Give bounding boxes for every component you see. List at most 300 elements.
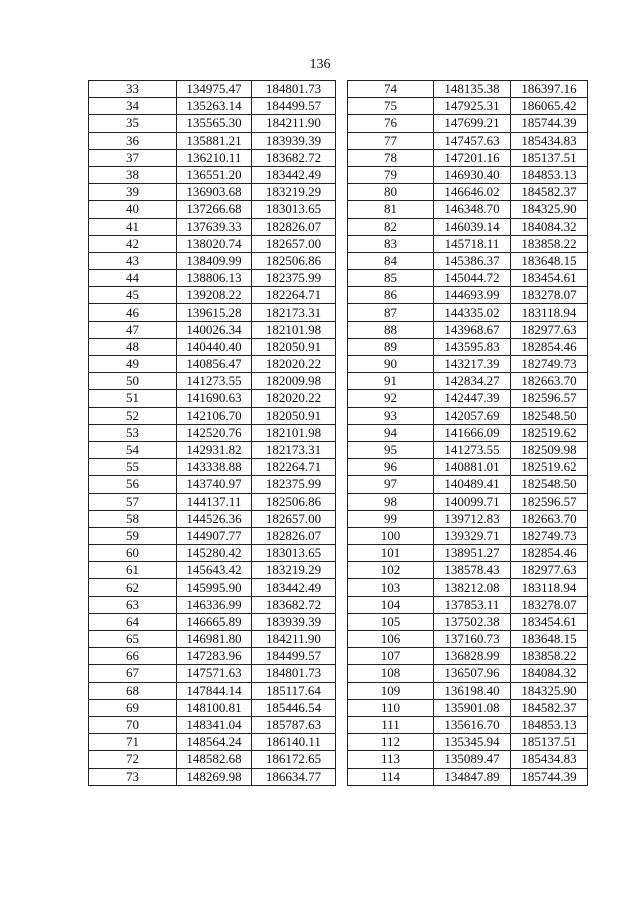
y-coordinate-cell: 183939.39 xyxy=(252,132,336,149)
point-number-cell: 60 xyxy=(89,545,177,562)
table-row xyxy=(89,390,336,407)
y-coordinate-cell: 182101.98 xyxy=(252,424,336,441)
y-coordinate-cell: 184582.37 xyxy=(511,699,588,716)
x-coordinate-cell: 143217.39 xyxy=(434,356,511,373)
x-coordinate-cell: 142447.39 xyxy=(434,390,511,407)
point-number-cell: 105 xyxy=(348,613,434,630)
point-number-cell: 67 xyxy=(89,665,177,682)
table-row xyxy=(348,98,588,115)
x-coordinate-cell: 138806.13 xyxy=(177,270,252,287)
table-row xyxy=(89,321,336,338)
y-coordinate-cell: 183013.65 xyxy=(252,201,336,218)
y-coordinate-cell: 183118.94 xyxy=(511,304,588,321)
table-row xyxy=(348,321,588,338)
y-coordinate-cell: 184801.73 xyxy=(252,665,336,682)
table-row xyxy=(89,699,336,716)
x-coordinate-cell: 143740.97 xyxy=(177,476,252,493)
x-coordinate-cell: 140026.34 xyxy=(177,321,252,338)
table-row xyxy=(348,270,588,287)
point-number-cell: 87 xyxy=(348,304,434,321)
point-number-cell: 94 xyxy=(348,424,434,441)
point-number-cell: 97 xyxy=(348,476,434,493)
x-coordinate-cell: 141666.09 xyxy=(434,424,511,441)
y-coordinate-cell: 183454.61 xyxy=(511,270,588,287)
x-coordinate-cell: 135345.94 xyxy=(434,734,511,751)
x-coordinate-cell: 142834.27 xyxy=(434,373,511,390)
point-number-cell: 56 xyxy=(89,476,177,493)
y-coordinate-cell: 182657.00 xyxy=(252,510,336,527)
point-number-cell: 44 xyxy=(89,270,177,287)
table-row xyxy=(89,596,336,613)
point-number-cell: 80 xyxy=(348,184,434,201)
x-coordinate-cell: 136903.68 xyxy=(177,184,252,201)
table-row xyxy=(348,459,588,476)
x-coordinate-cell: 142106.70 xyxy=(177,407,252,424)
table-row xyxy=(348,166,588,183)
x-coordinate-cell: 135616.70 xyxy=(434,716,511,733)
table-row xyxy=(348,235,588,252)
table-row xyxy=(89,459,336,476)
table-row xyxy=(348,184,588,201)
x-coordinate-cell: 142057.69 xyxy=(434,407,511,424)
table-row xyxy=(89,493,336,510)
point-number-cell: 78 xyxy=(348,149,434,166)
table-row xyxy=(348,510,588,527)
x-coordinate-cell: 146336.99 xyxy=(177,596,252,613)
x-coordinate-cell: 147201.16 xyxy=(434,149,511,166)
table-row xyxy=(89,338,336,355)
y-coordinate-cell: 182657.00 xyxy=(252,235,336,252)
point-number-cell: 112 xyxy=(348,734,434,751)
point-number-cell: 82 xyxy=(348,218,434,235)
table-row xyxy=(348,527,588,544)
point-number-cell: 34 xyxy=(89,98,177,115)
table-row xyxy=(89,441,336,458)
point-number-cell: 108 xyxy=(348,665,434,682)
y-coordinate-cell: 182663.70 xyxy=(511,510,588,527)
y-coordinate-cell: 184211.90 xyxy=(252,631,336,648)
y-coordinate-cell: 183442.49 xyxy=(252,579,336,596)
coordinate-table-right xyxy=(347,80,588,786)
y-coordinate-cell: 183648.15 xyxy=(511,631,588,648)
y-coordinate-cell: 182519.62 xyxy=(511,424,588,441)
table-row xyxy=(89,631,336,648)
x-coordinate-cell: 139329.71 xyxy=(434,527,511,544)
point-number-cell: 113 xyxy=(348,751,434,768)
table-row xyxy=(348,252,588,269)
table-row xyxy=(89,682,336,699)
table-row xyxy=(89,235,336,252)
point-number-cell: 39 xyxy=(89,184,177,201)
point-number-cell: 101 xyxy=(348,545,434,562)
coordinate-table-left xyxy=(88,80,336,786)
y-coordinate-cell: 184084.32 xyxy=(511,665,588,682)
x-coordinate-cell: 146039.14 xyxy=(434,218,511,235)
point-number-cell: 36 xyxy=(89,132,177,149)
table-row xyxy=(348,476,588,493)
table-row xyxy=(89,252,336,269)
table-row xyxy=(348,545,588,562)
table-row xyxy=(89,98,336,115)
y-coordinate-cell: 184211.90 xyxy=(252,115,336,132)
point-number-cell: 106 xyxy=(348,631,434,648)
point-number-cell: 35 xyxy=(89,115,177,132)
point-number-cell: 59 xyxy=(89,527,177,544)
table-row xyxy=(89,287,336,304)
y-coordinate-cell: 182506.86 xyxy=(252,252,336,269)
point-number-cell: 96 xyxy=(348,459,434,476)
table-row xyxy=(348,631,588,648)
y-coordinate-cell: 183013.65 xyxy=(252,545,336,562)
point-number-cell: 91 xyxy=(348,373,434,390)
point-number-cell: 43 xyxy=(89,252,177,269)
y-coordinate-cell: 183219.29 xyxy=(252,562,336,579)
point-number-cell: 70 xyxy=(89,716,177,733)
x-coordinate-cell: 138951.27 xyxy=(434,545,511,562)
x-coordinate-cell: 137266.68 xyxy=(177,201,252,218)
y-coordinate-cell: 182826.07 xyxy=(252,527,336,544)
y-coordinate-cell: 185137.51 xyxy=(511,734,588,751)
y-coordinate-cell: 182009.98 xyxy=(252,373,336,390)
table-row xyxy=(348,562,588,579)
table-row xyxy=(89,734,336,751)
x-coordinate-cell: 141690.63 xyxy=(177,390,252,407)
x-coordinate-cell: 144137.11 xyxy=(177,493,252,510)
x-coordinate-cell: 146665.89 xyxy=(177,613,252,630)
y-coordinate-cell: 182977.63 xyxy=(511,562,588,579)
x-coordinate-cell: 146930.40 xyxy=(434,166,511,183)
table-row xyxy=(89,132,336,149)
y-coordinate-cell: 182264.71 xyxy=(252,287,336,304)
y-coordinate-cell: 182596.57 xyxy=(511,390,588,407)
y-coordinate-cell: 182548.50 xyxy=(511,407,588,424)
x-coordinate-cell: 147571.63 xyxy=(177,665,252,682)
table-row xyxy=(89,356,336,373)
table-row xyxy=(348,751,588,768)
point-number-cell: 89 xyxy=(348,338,434,355)
table-row xyxy=(348,390,588,407)
table-row xyxy=(348,304,588,321)
table-row xyxy=(89,218,336,235)
x-coordinate-cell: 135881.21 xyxy=(177,132,252,149)
point-number-cell: 68 xyxy=(89,682,177,699)
x-coordinate-cell: 143338.88 xyxy=(177,459,252,476)
y-coordinate-cell: 186397.16 xyxy=(511,81,588,98)
x-coordinate-cell: 136828.99 xyxy=(434,648,511,665)
point-number-cell: 99 xyxy=(348,510,434,527)
y-coordinate-cell: 183648.15 xyxy=(511,252,588,269)
x-coordinate-cell: 139208.22 xyxy=(177,287,252,304)
point-number-cell: 47 xyxy=(89,321,177,338)
table-row xyxy=(348,81,588,98)
table-row xyxy=(348,648,588,665)
table-row xyxy=(348,201,588,218)
table-row xyxy=(348,716,588,733)
point-number-cell: 46 xyxy=(89,304,177,321)
table-row xyxy=(89,665,336,682)
x-coordinate-cell: 145995.90 xyxy=(177,579,252,596)
point-number-cell: 73 xyxy=(89,768,177,785)
x-coordinate-cell: 143968.67 xyxy=(434,321,511,338)
y-coordinate-cell: 183442.49 xyxy=(252,166,336,183)
point-number-cell: 88 xyxy=(348,321,434,338)
point-number-cell: 57 xyxy=(89,493,177,510)
x-coordinate-cell: 134975.47 xyxy=(177,81,252,98)
y-coordinate-cell: 184499.57 xyxy=(252,98,336,115)
point-number-cell: 62 xyxy=(89,579,177,596)
table-row xyxy=(348,218,588,235)
y-coordinate-cell: 182509.98 xyxy=(511,441,588,458)
point-number-cell: 104 xyxy=(348,596,434,613)
point-number-cell: 66 xyxy=(89,648,177,665)
x-coordinate-cell: 147925.31 xyxy=(434,98,511,115)
x-coordinate-cell: 146981.80 xyxy=(177,631,252,648)
x-coordinate-cell: 140856.47 xyxy=(177,356,252,373)
point-number-cell: 84 xyxy=(348,252,434,269)
x-coordinate-cell: 140489.41 xyxy=(434,476,511,493)
y-coordinate-cell: 183454.61 xyxy=(511,613,588,630)
table-row xyxy=(89,476,336,493)
point-number-cell: 76 xyxy=(348,115,434,132)
y-coordinate-cell: 183118.94 xyxy=(511,579,588,596)
table-row xyxy=(348,424,588,441)
x-coordinate-cell: 145386.37 xyxy=(434,252,511,269)
x-coordinate-cell: 139615.28 xyxy=(177,304,252,321)
x-coordinate-cell: 142931.82 xyxy=(177,441,252,458)
point-number-cell: 63 xyxy=(89,596,177,613)
y-coordinate-cell: 183682.72 xyxy=(252,596,336,613)
table-row xyxy=(89,527,336,544)
point-number-cell: 64 xyxy=(89,613,177,630)
x-coordinate-cell: 144526.36 xyxy=(177,510,252,527)
y-coordinate-cell: 184853.13 xyxy=(511,166,588,183)
x-coordinate-cell: 144693.99 xyxy=(434,287,511,304)
y-coordinate-cell: 182020.22 xyxy=(252,356,336,373)
y-coordinate-cell: 184582.37 xyxy=(511,184,588,201)
point-number-cell: 92 xyxy=(348,390,434,407)
y-coordinate-cell: 182101.98 xyxy=(252,321,336,338)
y-coordinate-cell: 186172.65 xyxy=(252,751,336,768)
point-number-cell: 71 xyxy=(89,734,177,751)
y-coordinate-cell: 182506.86 xyxy=(252,493,336,510)
x-coordinate-cell: 145280.42 xyxy=(177,545,252,562)
x-coordinate-cell: 138020.74 xyxy=(177,235,252,252)
table-row xyxy=(89,166,336,183)
table-row xyxy=(348,596,588,613)
x-coordinate-cell: 138578.43 xyxy=(434,562,511,579)
x-coordinate-cell: 136551.20 xyxy=(177,166,252,183)
table-row xyxy=(89,716,336,733)
point-number-cell: 53 xyxy=(89,424,177,441)
x-coordinate-cell: 144907.77 xyxy=(177,527,252,544)
y-coordinate-cell: 182854.46 xyxy=(511,338,588,355)
x-coordinate-cell: 148341.04 xyxy=(177,716,252,733)
x-coordinate-cell: 148100.81 xyxy=(177,699,252,716)
x-coordinate-cell: 147283.96 xyxy=(177,648,252,665)
y-coordinate-cell: 182826.07 xyxy=(252,218,336,235)
point-number-cell: 77 xyxy=(348,132,434,149)
point-number-cell: 114 xyxy=(348,768,434,785)
point-number-cell: 110 xyxy=(348,699,434,716)
x-coordinate-cell: 137160.73 xyxy=(434,631,511,648)
point-number-cell: 58 xyxy=(89,510,177,527)
x-coordinate-cell: 134847.89 xyxy=(434,768,511,785)
point-number-cell: 107 xyxy=(348,648,434,665)
y-coordinate-cell: 182749.73 xyxy=(511,356,588,373)
table-row xyxy=(348,373,588,390)
y-coordinate-cell: 182519.62 xyxy=(511,459,588,476)
y-coordinate-cell: 183219.29 xyxy=(252,184,336,201)
point-number-cell: 54 xyxy=(89,441,177,458)
y-coordinate-cell: 182854.46 xyxy=(511,545,588,562)
x-coordinate-cell: 140440.40 xyxy=(177,338,252,355)
x-coordinate-cell: 146348.70 xyxy=(434,201,511,218)
table-row xyxy=(348,149,588,166)
table-row xyxy=(89,304,336,321)
point-number-cell: 83 xyxy=(348,235,434,252)
table-row xyxy=(89,648,336,665)
point-number-cell: 100 xyxy=(348,527,434,544)
point-number-cell: 95 xyxy=(348,441,434,458)
point-number-cell: 52 xyxy=(89,407,177,424)
point-number-cell: 72 xyxy=(89,751,177,768)
point-number-cell: 45 xyxy=(89,287,177,304)
table-row xyxy=(348,287,588,304)
x-coordinate-cell: 145044.72 xyxy=(434,270,511,287)
y-coordinate-cell: 183278.07 xyxy=(511,287,588,304)
y-coordinate-cell: 186634.77 xyxy=(252,768,336,785)
x-coordinate-cell: 148135.38 xyxy=(434,81,511,98)
point-number-cell: 79 xyxy=(348,166,434,183)
x-coordinate-cell: 145718.11 xyxy=(434,235,511,252)
table-row xyxy=(89,510,336,527)
y-coordinate-cell: 182050.91 xyxy=(252,338,336,355)
x-coordinate-cell: 144335.02 xyxy=(434,304,511,321)
table-row xyxy=(348,407,588,424)
y-coordinate-cell: 182596.57 xyxy=(511,493,588,510)
point-number-cell: 55 xyxy=(89,459,177,476)
point-number-cell: 33 xyxy=(89,81,177,98)
table-row xyxy=(348,579,588,596)
table-row xyxy=(89,81,336,98)
x-coordinate-cell: 147844.14 xyxy=(177,682,252,699)
x-coordinate-cell: 135089.47 xyxy=(434,751,511,768)
point-number-cell: 98 xyxy=(348,493,434,510)
point-number-cell: 81 xyxy=(348,201,434,218)
y-coordinate-cell: 182749.73 xyxy=(511,527,588,544)
table-row xyxy=(89,270,336,287)
x-coordinate-cell: 139712.83 xyxy=(434,510,511,527)
table-row xyxy=(348,338,588,355)
table-row xyxy=(89,579,336,596)
table-row xyxy=(89,751,336,768)
y-coordinate-cell: 184325.90 xyxy=(511,682,588,699)
table-row xyxy=(348,493,588,510)
point-number-cell: 41 xyxy=(89,218,177,235)
x-coordinate-cell: 145643.42 xyxy=(177,562,252,579)
y-coordinate-cell: 183682.72 xyxy=(252,149,336,166)
point-number-cell: 61 xyxy=(89,562,177,579)
y-coordinate-cell: 183858.22 xyxy=(511,648,588,665)
y-coordinate-cell: 184801.73 xyxy=(252,81,336,98)
x-coordinate-cell: 146646.02 xyxy=(434,184,511,201)
point-number-cell: 49 xyxy=(89,356,177,373)
point-number-cell: 48 xyxy=(89,338,177,355)
point-number-cell: 111 xyxy=(348,716,434,733)
table-row xyxy=(348,682,588,699)
x-coordinate-cell: 140881.01 xyxy=(434,459,511,476)
point-number-cell: 90 xyxy=(348,356,434,373)
point-number-cell: 109 xyxy=(348,682,434,699)
y-coordinate-cell: 185744.39 xyxy=(511,115,588,132)
table-row xyxy=(89,149,336,166)
y-coordinate-cell: 185744.39 xyxy=(511,768,588,785)
x-coordinate-cell: 135901.08 xyxy=(434,699,511,716)
y-coordinate-cell: 186065.42 xyxy=(511,98,588,115)
y-coordinate-cell: 182050.91 xyxy=(252,407,336,424)
y-coordinate-cell: 186140.11 xyxy=(252,734,336,751)
y-coordinate-cell: 182375.99 xyxy=(252,476,336,493)
y-coordinate-cell: 185117.64 xyxy=(252,682,336,699)
x-coordinate-cell: 147457.63 xyxy=(434,132,511,149)
x-coordinate-cell: 143595.83 xyxy=(434,338,511,355)
x-coordinate-cell: 136198.40 xyxy=(434,682,511,699)
point-number-cell: 65 xyxy=(89,631,177,648)
table-row xyxy=(348,356,588,373)
point-number-cell: 103 xyxy=(348,579,434,596)
table-row xyxy=(348,665,588,682)
x-coordinate-cell: 135565.30 xyxy=(177,115,252,132)
table-row xyxy=(89,201,336,218)
y-coordinate-cell: 183939.39 xyxy=(252,613,336,630)
x-coordinate-cell: 141273.55 xyxy=(177,373,252,390)
table-row xyxy=(348,613,588,630)
y-coordinate-cell: 185446.54 xyxy=(252,699,336,716)
table-row xyxy=(89,768,336,785)
point-number-cell: 69 xyxy=(89,699,177,716)
y-coordinate-cell: 185434.83 xyxy=(511,751,588,768)
table-row xyxy=(89,562,336,579)
y-coordinate-cell: 182663.70 xyxy=(511,373,588,390)
x-coordinate-cell: 138409.99 xyxy=(177,252,252,269)
y-coordinate-cell: 184853.13 xyxy=(511,716,588,733)
x-coordinate-cell: 136210.11 xyxy=(177,149,252,166)
point-number-cell: 74 xyxy=(348,81,434,98)
x-coordinate-cell: 141273.55 xyxy=(434,441,511,458)
x-coordinate-cell: 148582.68 xyxy=(177,751,252,768)
x-coordinate-cell: 147699.21 xyxy=(434,115,511,132)
x-coordinate-cell: 137853.11 xyxy=(434,596,511,613)
y-coordinate-cell: 182548.50 xyxy=(511,476,588,493)
point-number-cell: 93 xyxy=(348,407,434,424)
point-number-cell: 37 xyxy=(89,149,177,166)
table-row xyxy=(89,613,336,630)
table-row xyxy=(348,441,588,458)
y-coordinate-cell: 182020.22 xyxy=(252,390,336,407)
point-number-cell: 75 xyxy=(348,98,434,115)
y-coordinate-cell: 182977.63 xyxy=(511,321,588,338)
y-coordinate-cell: 182173.31 xyxy=(252,441,336,458)
y-coordinate-cell: 185434.83 xyxy=(511,132,588,149)
x-coordinate-cell: 137639.33 xyxy=(177,218,252,235)
x-coordinate-cell: 140099.71 xyxy=(434,493,511,510)
point-number-cell: 42 xyxy=(89,235,177,252)
table-row xyxy=(89,407,336,424)
x-coordinate-cell: 148564.24 xyxy=(177,734,252,751)
x-coordinate-cell: 138212.08 xyxy=(434,579,511,596)
y-coordinate-cell: 184325.90 xyxy=(511,201,588,218)
x-coordinate-cell: 137502.38 xyxy=(434,613,511,630)
